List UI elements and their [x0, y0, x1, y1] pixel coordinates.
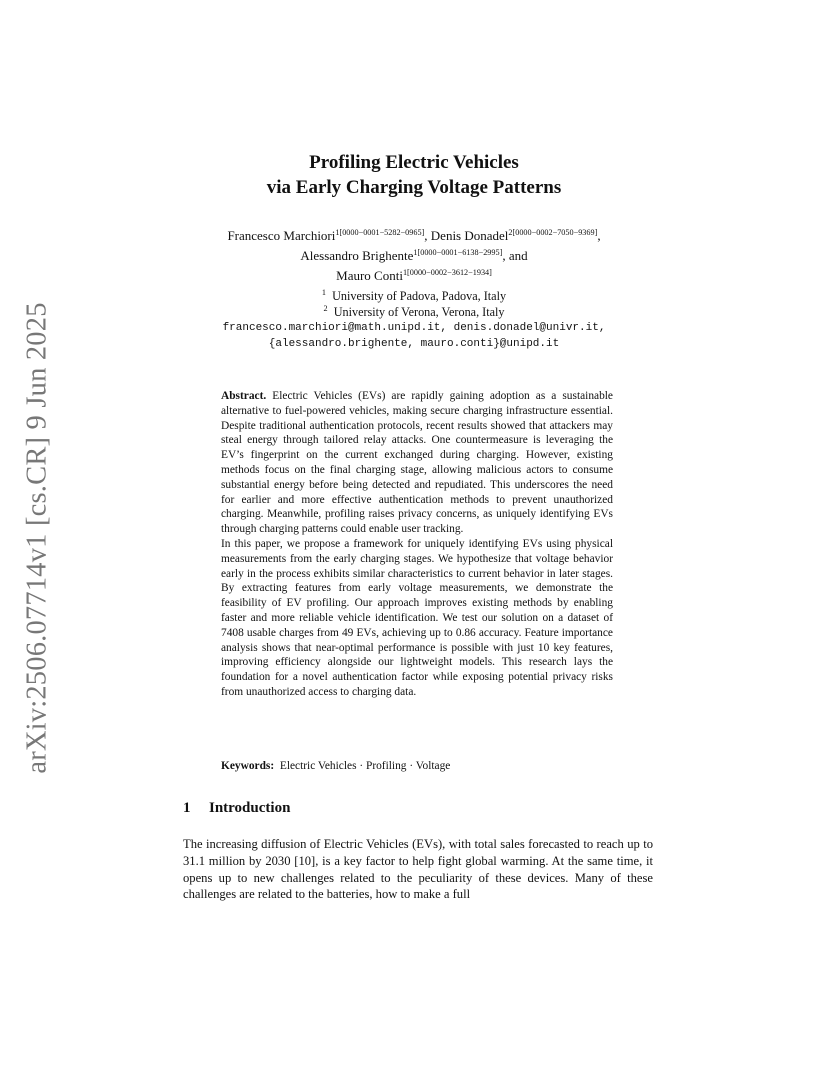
affiliation-2	[0, 305, 828, 321]
paper-title	[0, 150, 828, 200]
section-title: Introduction	[209, 800, 291, 816]
affiliation-1	[0, 289, 828, 305]
affiliation-2-number: 2	[323, 303, 328, 313]
authors-line-1	[0, 227, 828, 247]
keywords-text: Electric Vehicles · Profiling · Voltage	[279, 760, 451, 772]
author-4-orcid: 1[0000−0002−3612−1934]	[402, 267, 492, 277]
author-1-orcid: 1[0000−0001−5282−0965]	[335, 227, 425, 237]
affiliation-1-text: University of Padova, Padova, Italy	[332, 289, 507, 303]
email-line-2: {alessandro.brighente, mauro.conti}@unipd.it	[268, 337, 560, 350]
abstract-paragraph-1	[221, 389, 613, 537]
section-number: 1	[183, 800, 191, 816]
author-2-orcid: 2[0000−0002−7050−9369]	[508, 227, 598, 237]
author-separator: ,	[424, 228, 431, 243]
abstract-paragraph-2: In this paper, we propose a framework for uniquely identifying EVs using physical measurements from the early charging stages. We hypothesize that voltage behavior early in the process exhibits similar characteristics to current behavior in later stages. By extracting features from early voltage measurements, we demonstrate the feasibility of EV profiling. Our approach improves existing methods by enabling faster and more reliable vehicle identification. We test our solution on a dataset of 7408 usable charges from 49 EVs, achieving up to 0.86 accuracy. Feature importance analysis shows that near-optimal performance is possible with just 10 key features, improving efficiency alongside our lightweight models. This research lays the foundation for a novel authentication factor while exposing potential privacy risks from unauthorized access to charging data.	[221, 537, 613, 698]
abstract-text-1: Electric Vehicles (EVs) are rapidly gaining adoption as a sustainable alternative to fuel-powered vehicles, making secure charging infrastructure essential. Despite traditional authentication protocols, recent results showed that attackers may steal energy through tailored relay attacks. One countermeasure is leveraging the EV’s fingerprint on the current exchanged during charging. However, existing methods focus on the final charging stage, allowing malicious actors to consume substantial energy before being detected and repudiated. This underscores the need for earlier and more effective authentication methods to prevent unauthorized charging. Meanwhile, profiling raises privacy concerns, as uniquely identifying EVs through charging patterns could enable user tracking.	[221, 390, 613, 536]
keywords-label: Keywords:	[221, 760, 275, 772]
affiliations	[0, 289, 828, 352]
title-line-2: via Early Charging Voltage Patterns	[266, 177, 562, 198]
author-separator: ,	[597, 228, 601, 243]
email-line-1: francesco.marchiori@math.unipd.it, denis.donadel@univr.it,	[222, 322, 606, 335]
section-heading	[183, 800, 290, 817]
affiliation-1-number: 1	[321, 287, 326, 297]
author-4-name: Mauro Conti	[336, 268, 403, 283]
title-line-1: Profiling Electric Vehicles	[309, 152, 519, 173]
arxiv-id-text: arXiv:2506.07714v1 [cs.CR] 9 Jun 2025	[22, 302, 54, 774]
author-1-name: Francesco Marchiori	[227, 228, 336, 243]
authors-line-2	[0, 247, 828, 267]
affiliation-2-text: University of Verona, Verona, Italy	[333, 305, 505, 320]
author-3-name: Alessandro Brighente	[300, 248, 414, 263]
author-separator: , and	[502, 248, 528, 263]
arxiv-identifier	[18, 302, 58, 774]
author-list	[0, 227, 828, 287]
authors-line-3	[0, 267, 828, 287]
author-3-orcid: 1[0000−0001−6138−2995]	[413, 247, 503, 257]
abstract	[221, 389, 613, 700]
introduction-paragraph: The increasing diffusion of Electric Vehicles (EVs), with total sales forecasted to reach up to 31.1 million by 2030 [10], is a key factor to help fight global warming. At the same time, it opens up to new challenges related to the peculiarity of these devices. Many of these challenges are related to the batteries, how to make a full	[183, 837, 653, 902]
introduction-body	[183, 836, 653, 903]
abstract-label: Abstract.	[221, 390, 267, 402]
author-2-name: Denis Donadel	[430, 228, 509, 243]
keywords	[221, 759, 450, 774]
